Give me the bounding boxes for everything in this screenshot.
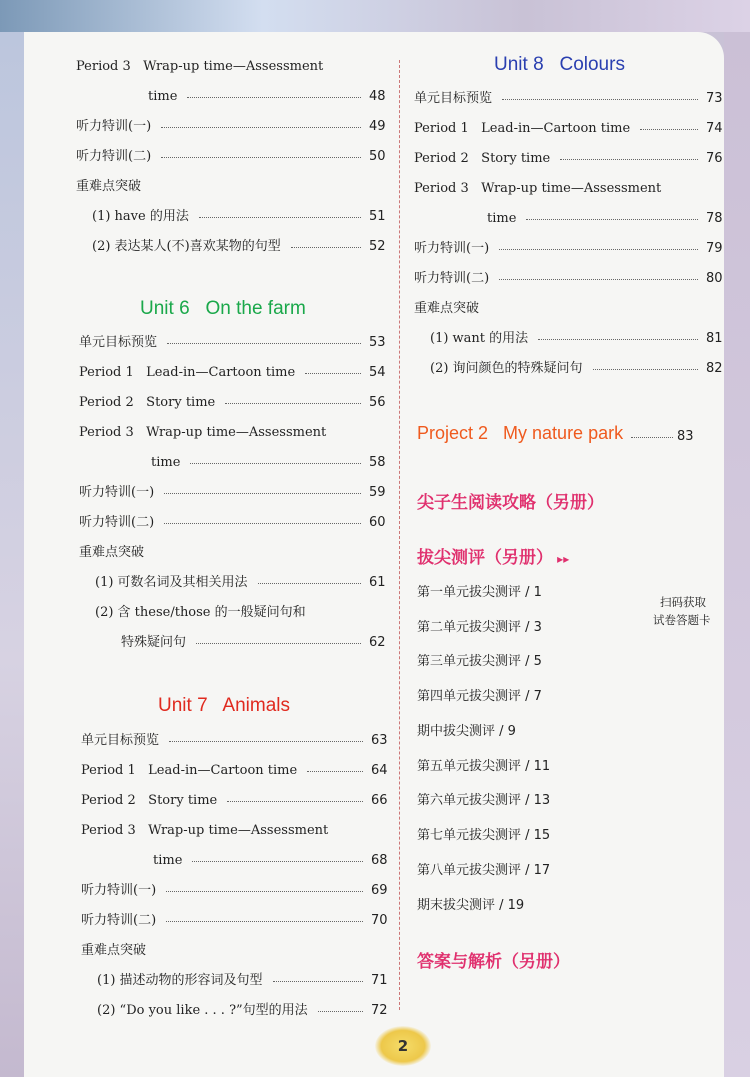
- toc-entry[interactable]: [81, 881, 391, 901]
- toc-entry[interactable]: [79, 453, 389, 473]
- test-page-number: / 13: [521, 793, 551, 808]
- entry-page-number: 50: [369, 149, 386, 164]
- test-entry[interactable]: [417, 826, 550, 846]
- toc-entry[interactable]: [79, 633, 389, 653]
- toc-entry[interactable]: [76, 57, 386, 77]
- leader-dots: [291, 247, 361, 248]
- entry-page-number: 70: [371, 913, 388, 928]
- entry-page-number: 48: [369, 89, 386, 104]
- entry-page-number: 59: [369, 485, 386, 500]
- test-entry[interactable]: [417, 687, 542, 707]
- entry-page-number: 64: [371, 763, 388, 778]
- toc-entry[interactable]: [79, 513, 389, 533]
- entry-title: (2) 表达某人(不)喜欢某物的句型: [92, 239, 281, 254]
- toc-entry[interactable]: [81, 851, 391, 871]
- toc-entry[interactable]: [79, 483, 389, 503]
- leader-dots: [273, 981, 363, 982]
- test-entry[interactable]: [417, 652, 542, 672]
- test-title: 第八单元拔尖测评: [417, 863, 522, 878]
- leader-dots: [161, 127, 361, 128]
- entry-page-number: 72: [371, 1003, 388, 1018]
- entry-page-number: 63: [371, 733, 388, 748]
- entry-title: 听力特训(一): [79, 485, 155, 500]
- leader-dots: [187, 97, 361, 98]
- entry-title: Period 3 Wrap-up time—Assessment: [79, 425, 327, 440]
- entry-page-number: 60: [369, 515, 386, 530]
- toc-entry[interactable]: [414, 239, 724, 259]
- toc-entry[interactable]: [414, 179, 724, 199]
- test-title: 第六单元拔尖测评: [417, 793, 522, 808]
- leader-dots: [166, 891, 363, 892]
- leader-dots: [305, 373, 361, 374]
- toc-entry[interactable]: [81, 971, 391, 991]
- leader-dots: [307, 771, 363, 772]
- entry-title: Period 2 Story time: [414, 151, 551, 166]
- entry-title: 听力特训(二): [414, 271, 490, 286]
- toc-entry[interactable]: [81, 1001, 391, 1021]
- test-entry[interactable]: [417, 722, 516, 742]
- entry-title: 单元目标预览: [414, 91, 493, 106]
- toc-entry[interactable]: [79, 573, 389, 593]
- entry-title: (1) have 的用法: [92, 209, 189, 224]
- qr-note-line-1: 扫码获取: [660, 595, 706, 609]
- entry-page-number: 73: [706, 91, 723, 106]
- project-2-entry[interactable]: [417, 425, 717, 449]
- double-arrow-icon: ▸▸: [553, 552, 570, 566]
- right-edge-decoration: [724, 32, 750, 1077]
- column-divider: [399, 60, 400, 1010]
- entry-page-number: 69: [371, 883, 388, 898]
- leader-dots: [593, 369, 698, 370]
- test-page-number: / 1: [521, 585, 542, 600]
- test-entry[interactable]: [417, 791, 550, 811]
- entry-title: 特殊疑问句: [121, 635, 187, 650]
- toc-entry[interactable]: [76, 237, 386, 257]
- leader-dots: [560, 159, 698, 160]
- entry-title: 重难点突破: [79, 545, 145, 560]
- toc-entry[interactable]: [414, 359, 724, 379]
- entry-title: Period 3 Wrap-up time—Assessment: [76, 59, 324, 74]
- toc-entry[interactable]: [79, 333, 389, 353]
- toc-entry[interactable]: [81, 761, 391, 781]
- page-number: 2: [375, 1026, 431, 1066]
- test-title: 期中拔尖测评: [417, 724, 496, 739]
- unit-7-title: Unit 7 Animals: [158, 695, 290, 716]
- toc-entry[interactable]: [81, 791, 391, 811]
- toc-entry[interactable]: [81, 731, 391, 751]
- toc-entry[interactable]: [76, 147, 386, 167]
- entry-title: 听力特训(二): [79, 515, 155, 530]
- entry-page-number: 52: [369, 239, 386, 254]
- leader-dots: [225, 403, 361, 404]
- entry-title: 单元目标预览: [79, 335, 158, 350]
- toc-entry[interactable]: [76, 207, 386, 227]
- entry-title: Period 2 Story time: [81, 793, 218, 808]
- entry-title: (2) 含 these/those 的一般疑问句和: [95, 605, 306, 620]
- entry-page-number: 56: [369, 395, 386, 410]
- entry-title: (1) 可数名词及其相关用法: [95, 575, 248, 590]
- entry-page-number: 49: [369, 119, 386, 134]
- toc-entry[interactable]: [414, 269, 724, 289]
- entry-title: Period 3 Wrap-up time—Assessment: [81, 823, 329, 838]
- entry-page-number: 78: [706, 211, 723, 226]
- test-title: 期末拔尖测评: [417, 898, 496, 913]
- toc-entry[interactable]: [76, 117, 386, 137]
- toc-entry[interactable]: [79, 423, 389, 443]
- entry-page-number: 58: [369, 455, 386, 470]
- toc-entry[interactable]: [81, 941, 391, 961]
- leader-dots: [161, 157, 361, 158]
- test-entry[interactable]: [417, 583, 542, 603]
- test-title: 第五单元拔尖测评: [417, 759, 522, 774]
- entry-title: Period 1 Lead-in—Cartoon time: [414, 121, 631, 136]
- toc-entry[interactable]: [414, 119, 724, 139]
- leader-dots: [169, 741, 363, 742]
- leader-dots: [318, 1011, 363, 1012]
- entry-page-number: 80: [706, 271, 723, 286]
- test-page-number: / 5: [521, 654, 542, 669]
- toc-entry[interactable]: [79, 603, 389, 623]
- entry-title: (1) want 的用法: [430, 331, 529, 346]
- test-page-number: / 15: [521, 828, 551, 843]
- leader-dots: [190, 463, 361, 464]
- entry-page-number: 66: [371, 793, 388, 808]
- top-edge-decoration: [0, 0, 750, 32]
- entry-title: Period 2 Story time: [79, 395, 216, 410]
- left-edge-decoration: [0, 32, 24, 1077]
- entry-title: 单元目标预览: [81, 733, 160, 748]
- toc-entry[interactable]: [414, 329, 724, 349]
- test-entry[interactable]: [417, 618, 542, 638]
- toc-entry[interactable]: [79, 543, 389, 563]
- entry-title: 重难点突破: [76, 179, 142, 194]
- reading-strategy-link[interactable]: 尖子生阅读攻略（另册）: [417, 493, 604, 513]
- test-title: 第四单元拔尖测评: [417, 689, 522, 704]
- entry-title: 重难点突破: [81, 943, 147, 958]
- entry-title: 听力特训(一): [414, 241, 490, 256]
- entry-title: (2) “Do you like . . . ?”句型的用法: [97, 1003, 308, 1018]
- entry-title: 听力特训(二): [81, 913, 157, 928]
- leader-dots: [502, 99, 698, 100]
- entry-page-number: 51: [369, 209, 386, 224]
- toc-entry[interactable]: [76, 177, 386, 197]
- entry-title: 听力特训(二): [76, 149, 152, 164]
- test-page-number: / 7: [521, 689, 542, 704]
- leader-dots: [526, 219, 698, 220]
- leader-dots: [164, 493, 361, 494]
- toc-entry[interactable]: [79, 393, 389, 413]
- toc-entry[interactable]: [414, 149, 724, 169]
- toc-entry[interactable]: [81, 911, 391, 931]
- entry-title: Period 3 Wrap-up time—Assessment: [414, 181, 662, 196]
- test-title: 第三单元拔尖测评: [417, 654, 522, 669]
- leader-dots: [199, 217, 361, 218]
- entry-title: Period 1 Lead-in—Cartoon time: [79, 365, 296, 380]
- entry-page-number: 68: [371, 853, 388, 868]
- leader-dots: [166, 921, 363, 922]
- entry-page-number: 76: [706, 151, 723, 166]
- project-2-title: Project 2 My nature park: [417, 423, 624, 443]
- entry-title: Period 1 Lead-in—Cartoon time: [81, 763, 298, 778]
- entry-title: 重难点突破: [414, 301, 480, 316]
- test-entry[interactable]: [417, 896, 524, 916]
- test-page-number: / 11: [521, 759, 551, 774]
- entry-page-number: 71: [371, 973, 388, 988]
- entry-title: time: [148, 89, 178, 104]
- toc-entry[interactable]: [414, 89, 724, 109]
- entry-page-number: 79: [706, 241, 723, 256]
- entry-title: time: [151, 455, 181, 470]
- entry-page-number: 54: [369, 365, 386, 380]
- entry-title: 听力特训(一): [81, 883, 157, 898]
- leader-dots: [192, 861, 363, 862]
- qr-note-line-2: 试卷答题卡: [653, 613, 711, 627]
- entry-page-number: 74: [706, 121, 723, 136]
- unit-8-title: Unit 8 Colours: [494, 54, 625, 75]
- test-entry[interactable]: [417, 861, 550, 881]
- toc-entry[interactable]: [81, 821, 391, 841]
- entry-page-number: 62: [369, 635, 386, 650]
- entry-page-number: 83: [677, 429, 694, 444]
- leader-dots: [499, 279, 698, 280]
- test-page-number: / 19: [495, 898, 525, 913]
- leader-dots: [258, 583, 361, 584]
- entry-page-number: 82: [706, 361, 723, 376]
- toc-entry[interactable]: [76, 87, 386, 107]
- unit-6-title: Unit 6 On the farm: [140, 298, 306, 319]
- leader-dots: [227, 801, 363, 802]
- test-title: 第二单元拔尖测评: [417, 620, 522, 635]
- test-entry[interactable]: [417, 757, 550, 777]
- toc-entry[interactable]: [414, 299, 724, 319]
- test-page-number: / 17: [521, 863, 551, 878]
- entry-page-number: 61: [369, 575, 386, 590]
- entry-title: time: [487, 211, 517, 226]
- entry-page-number: 81: [706, 331, 723, 346]
- test-page-number: / 3: [521, 620, 542, 635]
- test-title: 第七单元拔尖测评: [417, 828, 522, 843]
- leader-dots: [167, 343, 361, 344]
- answers-link[interactable]: 答案与解析（另册）: [417, 952, 570, 972]
- test-title: 第一单元拔尖测评: [417, 585, 522, 600]
- leader-dots: [499, 249, 698, 250]
- tests-section-title: 拔尖测评（另册） ▸▸: [417, 548, 570, 568]
- entry-title: time: [153, 853, 183, 868]
- leader-dots: [538, 339, 698, 340]
- leader-dots: [640, 129, 698, 130]
- toc-entry[interactable]: [414, 209, 724, 229]
- leader-dots: [631, 437, 673, 438]
- entry-title: (1) 描述动物的形容词及句型: [97, 973, 263, 988]
- entry-title: 听力特训(一): [76, 119, 152, 134]
- leader-dots: [164, 523, 361, 524]
- leader-dots: [196, 643, 361, 644]
- test-page-number: / 9: [495, 724, 516, 739]
- entry-page-number: 53: [369, 335, 386, 350]
- entry-title: (2) 询问颜色的特殊疑问句: [430, 361, 583, 376]
- toc-entry[interactable]: [79, 363, 389, 383]
